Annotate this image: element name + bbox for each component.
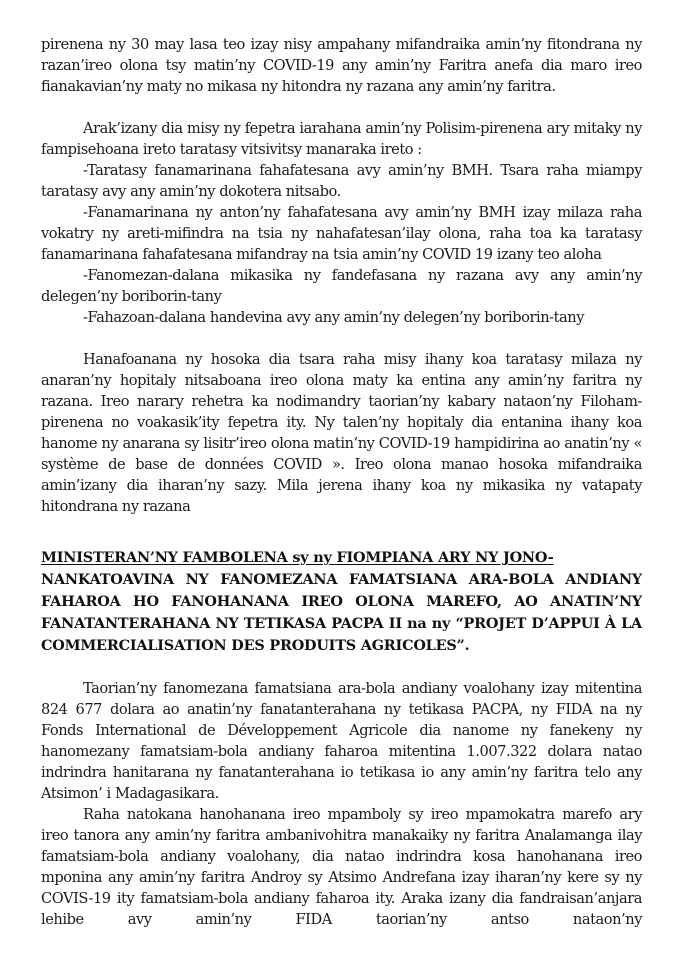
spacer bbox=[41, 517, 642, 547]
paragraph-raha: Raha natokana hanohanana ireo mpamboly sy ireo mpamokatra marefo ary ireo tanora any amin’ny faritra ambanivohitra manakaiky ny faritra Analamanga ilay famatsiam-bola andiany voalohany, dia natao indrindra kosa hanohanana ireo mponina any amin’ny faritra Androy sy Atsimo Andrefana izay iharan’ny kere sy ny COVIS-19 ity famatsiam-bola andiany faharoa ity. Araka izany dia fandraisan’anjara lehibe avy amin’ny FIDA taorian’ny antso nataon’ny bbox=[41, 806, 642, 928]
paragraph-hosoka: Hanafoanana ny hosoka dia tsara raha misy ihany koa taratasy milaza ny anaran’ny hopitaly nitsaboana ireo olona maty ka entina any amin’ny faritra ny razana. Ireo narary rehetra ka nodimandry taorian’ny kabary nataon’ny Filoham-pirenena no voakasik’ity fepetra ity. Ny talen’ny hopitaly dia entanina ihany koa hanome ny anarana sy lisitr’ireo olona matin’ny COVID-19 hampidirina ao anatin’ny « système de base de données COVID ». Ireo olona manao hosoka mifandraika amin’izany dia iharan’ny sazy. Mila jerena ihany koa ny mikasika ny vatapaty hitondrana ny razana bbox=[41, 351, 642, 515]
document-page bbox=[41, 34, 642, 930]
section-heading bbox=[41, 547, 642, 657]
spacer bbox=[41, 328, 642, 349]
paragraph-taorian: Taorian’ny fanomezana famatsiana ara-bola andiany voalohany izay mitentina 824 677 dolara ao anatin’ny fanatanterahana ny tetikasa PACPA, ny FIDA na ny Fonds International de Développement Agricole dia nanome ny fanekeny ny hanomezany famatsiam-bola andiany faharoa mitentina 1.007.322 dolara natao indrindra hanitarana ny fanatanterahana io tetikasa io any amin’ny faritra telo any Atsimon’ i Madagasikara. bbox=[41, 680, 642, 802]
heading-title: NANKATOAVINA NY FANOMEZANA FAMATSIANA ARA-BOLA ANDIANY FAHAROA HO FANOHANANA IREO OLONA MAREFO, AO ANATIN’NY FANATANTERAHANA NY TETIKASA PACPA II na ny “PROJET D’APPUI À LA COMMERCIALISATION DES PRODUITS AGRICOLES”. bbox=[41, 571, 642, 654]
spacer bbox=[41, 97, 642, 118]
heading-ministry: MINISTERAN’NY FAMBOLENA sy ny FIOMPIANA ARY NY JONO- bbox=[41, 549, 554, 566]
list-item: -Fanamarinana ny anton’ny fahafatesana avy amin’ny BMH izay milaza raha vokatry ny areti-mifindra na tsia ny nahafatesan’ilay olona, raha toa ka taratasy fanamarinana fahafatesana mifandray na tsia amin’ny COVID 19 izany teo aloha bbox=[41, 204, 642, 263]
list-item: -Fanomezan-dalana mikasika ny fandefasana ny razana avy any amin’ny delegen’ny boriborin-tany bbox=[41, 267, 642, 305]
spacer bbox=[41, 657, 642, 678]
paragraph-intro: pirenena ny 30 may lasa teo izay nisy ampahany mifandraika amin’ny fitondrana ny razan’ireo olona tsy matin’ny COVID-19 any amin’ny Faritra anefa dia maro ireo fianakavian’ny maty no mikasa ny hitondra ny razana any amin’ny faritra. bbox=[41, 36, 642, 95]
paragraph-fepetra: Arak’izany dia misy ny fepetra iarahana amin’ny Polisim-pirenena ary mitaky ny fampisehoana ireto taratasy vitsivitsy manaraka ireto : bbox=[41, 120, 642, 158]
list-item: -Taratasy fanamarinana fahafatesana avy amin’ny BMH. Tsara raha miampy taratasy avy any amin’ny dokotera nitsabo. bbox=[41, 162, 642, 200]
list-item: -Fahazoan-dalana handevina avy any amin’ny delegen’ny boriborin-tany bbox=[83, 309, 585, 326]
